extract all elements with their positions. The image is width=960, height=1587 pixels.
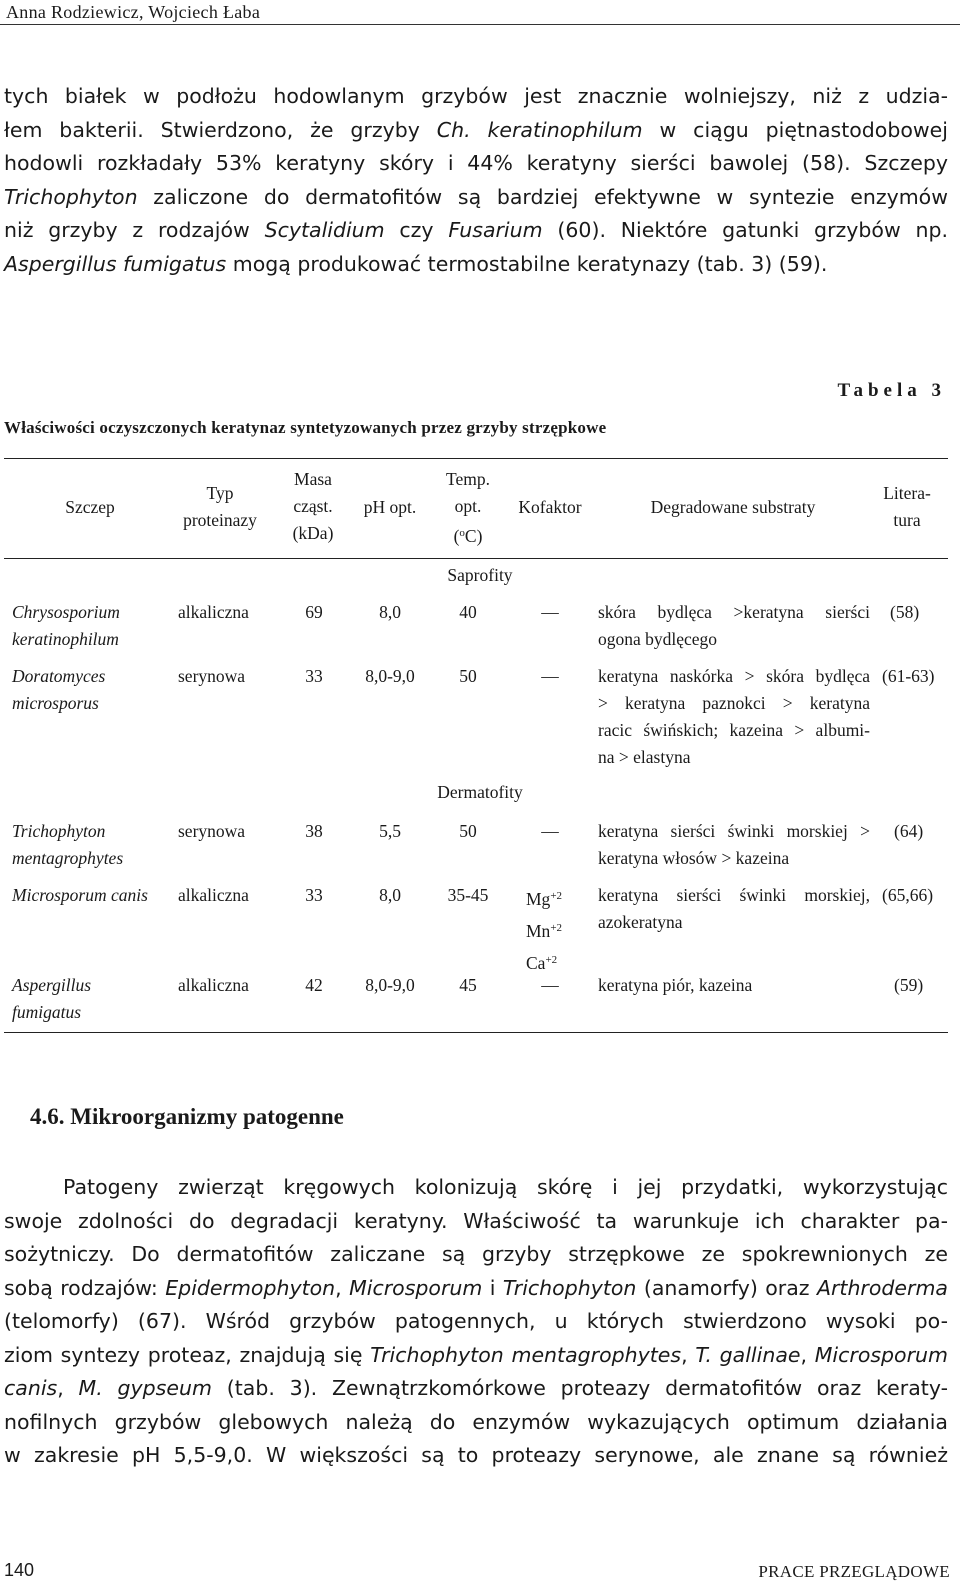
header-cofactor: Kofaktor [518,497,582,517]
substrates-cell: keratyna piór, kazeina [598,975,753,995]
substrates-cell: keratyna sierści świnki morskiej > keratyna włosów > kazeina [598,821,870,868]
page-number: 140 [4,1560,35,1580]
cofactor-cell: $Mg^{+2}$ $Mn^{+2}$ $Ca^{+2}$ [526,889,563,973]
strain-cell: Doratomyces microsporus [12,666,106,713]
header-mass: Masa cząst. (kDa) [292,469,334,543]
cofactor-cell: — [541,602,559,622]
literature-cell: (64) [894,821,924,841]
mass-cell: 33 [305,666,323,686]
mass-cell: 33 [305,885,323,905]
table-title: Właściwości oczyszczonych keratynaz syntetyzowanych przez grzyby strzępkowe [4,418,607,437]
header-rule [0,24,960,25]
header-temp: Temp. opt. ($^o$C) [446,469,490,546]
table-label: Tabela 3 [837,380,946,401]
header-substrates: Degradowane substraty [650,497,816,517]
header-literature: Litera- tura [883,483,931,530]
running-head: Anna Rodziewicz, Wojciech Łaba [6,2,261,22]
group-saprofity: Saprofity [447,565,513,585]
type-cell: alkaliczna [178,602,249,622]
strain-cell: Trichophyton mentagrophytes [12,821,124,868]
literature-cell: (58) [890,602,920,622]
temp-cell: 50 [459,821,477,841]
strain-cell: Chrysosporium keratinophilum [12,602,120,649]
journal-name: PRACE PRZEGLĄDOWE [758,1562,950,1581]
mass-cell: 69 [305,602,323,622]
ph-cell: 5,5 [379,821,401,841]
header-type: Typ proteinazy [183,483,257,530]
table-top-rule [4,458,948,459]
strain-cell: Microsporum canis [12,885,148,905]
cofactor-cell: — [541,821,559,841]
ph-cell: 8,0 [379,602,401,622]
mass-cell: 38 [305,821,323,841]
strain-cell: Aspergillus fumigatus [12,975,92,1022]
header-ph: pH opt. [363,497,417,517]
section-heading: 4.6. Mikroorganizmy patogenne [30,1104,344,1129]
substrates-cell: skóra bydlęca >keratyna sierści ogona bydlęcego [598,602,870,649]
temp-cell: 35-45 [447,885,489,905]
temp-cell: 50 [459,666,477,686]
cofactor-cell: — [541,975,559,995]
ph-cell: 8,0-9,0 [365,666,415,686]
literature-cell: (61-63) [882,666,935,686]
type-cell: alkaliczna [178,975,249,995]
paragraph-patogenne: Patogeny zwierząt kręgowych kolonizują skórę i jej przydatki, wykorzystując swoje zdolności do degradacji keratyny. Właściwość ta warunkuje ich charakter pa- sożytniczy. Do dermatofitów zaliczane są grzyby strzępkowe ze spokrewnionych ze sobą rodzajów: Epidermophyton, Microsporum i Trichophyton (anamorfy) oraz Arthroderma (telomorfy) (67). Wśród grzybów patogennych, u których stwierdzono wysoki po- ziom syntezy proteaz, znajdują się Trichophyton mentagrophytes, T. gallinae, Microsporum canis, M. gypseum (tab. 3). Zewnątrzkomórkowe proteazy dermatofitów oraz keraty- nofilnych grzybów glebowych należą do enzymów wykazujących optimum działania w zakresie pH 5,5-9,0. W większości są to proteazy serynowe, ale znane są również [4,1175,948,1467]
ph-cell: 8,0-9,0 [365,975,415,995]
substrates-cell: keratyna sierści świnki morskiej, azokeratyna [598,885,870,932]
table-bottom-rule [4,1032,948,1033]
paragraph-intro: tych białek w podłożu hodowlanym grzybów jest znacznie wolniejszy, niż z udzia- łem bakterii. Stwierdzono, że grzyby Ch. keratinophilum w ciągu piętnastodobowej hodowli rozkładały 53% keratyny skóry i 44% keratyny sierści bawolej (58). Szczepy Trichophyton zaliczone do dermatofitów są bardziej efektywne w syntezie enzymów niż grzyby z rodzajów Scytalidium czy Fusarium (60). Niektóre gatunki grzybów np. Aspergillus fumigatus mogą produkować termostabilne keratynazy (tab. 3) (59). [4,84,948,276]
temp-cell: 45 [459,975,477,995]
literature-cell: (59) [894,975,924,995]
table-header-rule [4,558,948,559]
temp-cell: 40 [459,602,477,622]
type-cell: alkaliczna [178,885,249,905]
substrates-cell: keratyna naskórka > skóra bydlęca > keratyna paznokci > keratyna racic świńskich; kazeina > albumi- na > elastyna [598,666,870,767]
header-strain: Szczep [65,497,115,517]
type-cell: serynowa [178,666,246,686]
type-cell: serynowa [178,821,246,841]
group-dermatofity: Dermatofity [437,782,523,802]
mass-cell: 42 [305,975,323,995]
cofactor-cell: — [541,666,559,686]
literature-cell: (65,66) [882,885,934,905]
ph-cell: 8,0 [379,885,401,905]
